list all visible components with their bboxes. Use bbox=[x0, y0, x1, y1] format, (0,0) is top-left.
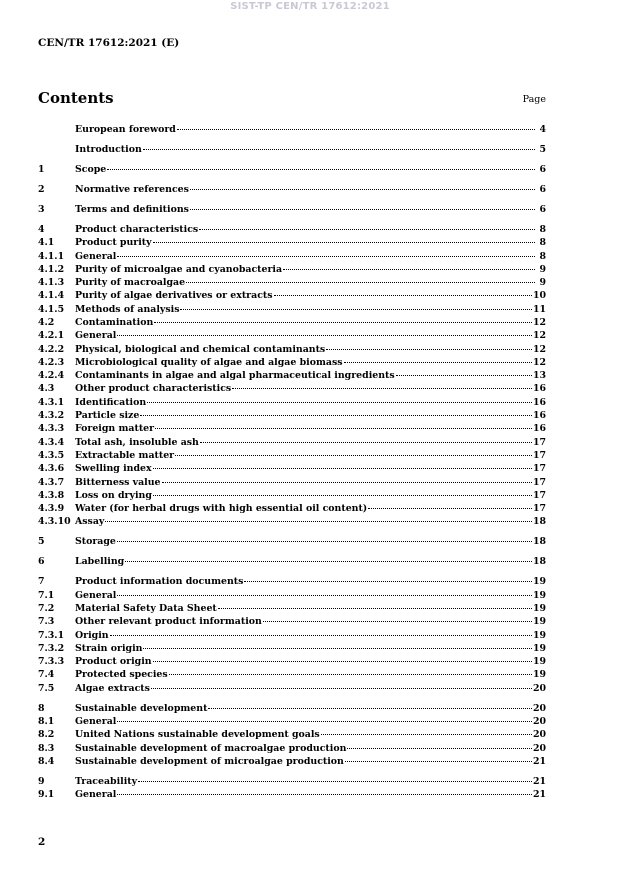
toc-entry-number: 8.4 bbox=[38, 755, 55, 767]
toc-entry-title[interactable]: General bbox=[75, 330, 117, 342]
toc-entry[interactable] bbox=[38, 264, 546, 277]
toc-entry[interactable] bbox=[38, 490, 546, 503]
toc-entry-page: 10 bbox=[532, 290, 546, 302]
toc-entry-page: 17 bbox=[532, 476, 546, 488]
toc-entry[interactable] bbox=[38, 224, 546, 237]
toc-entry[interactable] bbox=[38, 503, 546, 516]
dot-leader bbox=[147, 402, 532, 403]
toc-entry-number: 4.1.1 bbox=[38, 250, 65, 262]
page-column-label: Page bbox=[522, 94, 546, 105]
toc-entry-title[interactable]: General bbox=[75, 716, 117, 728]
toc-entry[interactable] bbox=[38, 290, 546, 303]
dot-leader bbox=[263, 621, 532, 622]
toc-entry-page: 19 bbox=[532, 669, 546, 681]
toc-entry[interactable] bbox=[38, 669, 546, 682]
toc-entry-page: 19 bbox=[532, 616, 546, 628]
toc-entry[interactable] bbox=[38, 716, 546, 729]
toc-entry-title[interactable]: Water (for herbal drugs with high essential oil content) bbox=[75, 503, 368, 515]
toc-entry-title[interactable]: Terms and definitions bbox=[75, 203, 189, 215]
toc-entry-title[interactable]: Other product characteristics bbox=[75, 383, 232, 395]
toc-entry-page: 17 bbox=[532, 489, 546, 501]
toc-entry-number: 8.1 bbox=[38, 716, 55, 728]
toc-entry-page: 17 bbox=[532, 503, 546, 515]
toc-entry-title[interactable]: Product information documents bbox=[75, 576, 244, 588]
toc-entry-page: 16 bbox=[532, 410, 546, 422]
toc-entry-title[interactable]: Contaminants in algae and algal pharmaceutical ingredients bbox=[75, 370, 395, 382]
toc-entry-page: 6 bbox=[539, 163, 546, 175]
toc-entry-title[interactable]: Loss on drying bbox=[75, 489, 152, 501]
dot-leader bbox=[162, 482, 532, 483]
toc-entry-page: 18 bbox=[532, 516, 546, 528]
toc-entry-title[interactable]: Sustainable development of microalgae production bbox=[75, 755, 344, 767]
toc-entry-number: 4.3.1 bbox=[38, 396, 65, 408]
toc-entry-page: 12 bbox=[532, 343, 546, 355]
toc-entry-page: 18 bbox=[532, 536, 546, 548]
toc-entry-number: 4.3.7 bbox=[38, 476, 65, 488]
toc-entry-page: 12 bbox=[532, 317, 546, 328]
toc-entry-page: 21 bbox=[532, 775, 546, 787]
toc-entry[interactable] bbox=[38, 576, 546, 589]
toc-entry-page: 16 bbox=[532, 396, 546, 408]
toc-entry[interactable] bbox=[38, 397, 546, 410]
dot-leader bbox=[153, 242, 535, 243]
toc-entry-title[interactable]: Sustainable development bbox=[75, 702, 208, 714]
toc-entry[interactable] bbox=[38, 776, 546, 789]
toc-entry-page: 20 bbox=[532, 716, 546, 728]
toc-entry[interactable] bbox=[38, 237, 546, 250]
toc-entry-number: 9.1 bbox=[38, 789, 55, 801]
toc-entry[interactable] bbox=[38, 477, 546, 490]
toc-entry-number: 4.3.2 bbox=[38, 410, 65, 422]
dot-leader bbox=[107, 169, 535, 170]
toc-entry-title[interactable]: Microbiological quality of algae and algae biomass bbox=[75, 356, 343, 368]
dot-leader bbox=[283, 269, 535, 270]
toc-entry-number: 6 bbox=[38, 556, 45, 568]
toc-entry[interactable] bbox=[38, 124, 546, 137]
toc-entry-number: 4.1 bbox=[38, 237, 55, 249]
page-number: 2 bbox=[38, 836, 46, 848]
toc-entry[interactable] bbox=[38, 317, 546, 330]
toc-entry-page: 18 bbox=[532, 556, 546, 568]
toc-entry-title[interactable]: Sustainable development of macroalgae production bbox=[75, 742, 347, 754]
toc-entry-number: 7 bbox=[38, 576, 45, 588]
dot-leader bbox=[274, 295, 532, 296]
toc-entry-page: 16 bbox=[532, 423, 546, 435]
dot-leader bbox=[200, 442, 532, 443]
toc-entry-title[interactable]: General bbox=[75, 589, 117, 601]
dot-leader bbox=[143, 149, 535, 150]
toc-entry[interactable] bbox=[38, 184, 546, 197]
toc-entry-number: 4.2.3 bbox=[38, 356, 65, 368]
toc-entry-title[interactable]: Storage bbox=[75, 536, 116, 548]
toc-entry-number: 7.5 bbox=[38, 682, 55, 694]
toc-entry[interactable] bbox=[38, 603, 546, 616]
toc-entry-title[interactable]: Protected species bbox=[75, 669, 168, 681]
toc-entry[interactable] bbox=[38, 463, 546, 476]
toc-entry-number: 7.1 bbox=[38, 589, 55, 601]
dot-leader bbox=[153, 468, 532, 469]
dot-leader bbox=[186, 282, 535, 283]
toc-entry-page: 16 bbox=[532, 383, 546, 395]
toc-entry-page: 12 bbox=[532, 356, 546, 368]
toc-entry[interactable] bbox=[38, 643, 546, 656]
toc-entry-number: 4 bbox=[38, 223, 45, 235]
table-of-contents bbox=[38, 124, 546, 803]
dot-leader bbox=[347, 748, 532, 749]
toc-entry-number: 7.3.3 bbox=[38, 656, 65, 668]
toc-entry-title[interactable]: Purity of microalgae and cyanobacteria bbox=[75, 263, 283, 275]
toc-entry[interactable] bbox=[38, 423, 546, 436]
toc-entry-page: 13 bbox=[532, 370, 546, 382]
dot-leader bbox=[180, 309, 531, 310]
toc-entry-number: 4.3.8 bbox=[38, 489, 65, 501]
toc-entry[interactable] bbox=[38, 630, 546, 643]
dot-leader bbox=[117, 794, 532, 795]
toc-entry-number: 7.2 bbox=[38, 603, 55, 614]
toc-entry-number: 7.3.1 bbox=[38, 629, 65, 641]
toc-entry[interactable] bbox=[38, 164, 546, 177]
toc-entry-page: 20 bbox=[532, 742, 546, 754]
dot-leader bbox=[153, 495, 532, 496]
dot-leader bbox=[190, 209, 535, 210]
toc-entry-title[interactable]: Scope bbox=[75, 163, 107, 175]
toc-entry-title[interactable]: General bbox=[75, 789, 117, 801]
toc-entry-title[interactable]: Product characteristics bbox=[75, 223, 199, 235]
toc-entry-title[interactable]: Foreign matter bbox=[75, 423, 155, 435]
toc-entry-page: 20 bbox=[532, 729, 546, 741]
dot-leader bbox=[199, 229, 535, 230]
toc-entry-number: 4.1.2 bbox=[38, 263, 65, 275]
toc-entry-title[interactable]: Purity of algae derivatives or extracts bbox=[75, 290, 273, 302]
toc-entry-page: 19 bbox=[532, 629, 546, 641]
toc-entry[interactable] bbox=[38, 204, 546, 217]
dot-leader bbox=[232, 388, 532, 389]
toc-entry-number: 1 bbox=[38, 163, 45, 175]
toc-entry-page: 8 bbox=[539, 237, 546, 249]
toc-entry[interactable] bbox=[38, 616, 546, 629]
toc-entry-number: 2 bbox=[38, 183, 45, 195]
toc-entry[interactable] bbox=[38, 410, 546, 423]
toc-entry[interactable] bbox=[38, 437, 546, 450]
dot-leader bbox=[175, 455, 532, 456]
toc-entry-number: 4.2.2 bbox=[38, 343, 65, 355]
toc-entry-number: 4.3.4 bbox=[38, 436, 65, 448]
dot-leader bbox=[117, 721, 532, 722]
toc-entry-number: 7.3 bbox=[38, 616, 55, 628]
toc-entry-title[interactable]: Origin bbox=[75, 629, 109, 641]
toc-entry-page: 21 bbox=[532, 789, 546, 801]
toc-entry-page: 19 bbox=[532, 656, 546, 668]
toc-entry-title[interactable]: Traceability bbox=[75, 775, 138, 787]
toc-entry-page: 4 bbox=[539, 124, 546, 135]
dot-leader bbox=[155, 428, 532, 429]
dot-leader bbox=[326, 349, 532, 350]
dot-leader bbox=[117, 256, 535, 257]
toc-entry-title[interactable]: Particle size bbox=[75, 410, 140, 422]
toc-entry-title[interactable]: Swelling index bbox=[75, 463, 152, 475]
toc-entry-number: 7.3.2 bbox=[38, 642, 65, 654]
toc-entry-title[interactable]: Assay bbox=[75, 516, 105, 528]
toc-entry[interactable] bbox=[38, 656, 546, 669]
toc-entry-page: 19 bbox=[532, 589, 546, 601]
toc-entry-title[interactable]: Product purity bbox=[75, 237, 152, 249]
watermark-text: SIST-TP CEN/TR 17612:2021 bbox=[230, 1, 390, 12]
toc-entry-title[interactable]: Methods of analysis bbox=[75, 303, 180, 315]
toc-entry-page: 5 bbox=[539, 143, 546, 155]
toc-entry[interactable] bbox=[38, 516, 546, 529]
toc-entry[interactable] bbox=[38, 590, 546, 603]
toc-entry-number: 8 bbox=[38, 702, 45, 714]
dot-leader bbox=[143, 648, 532, 649]
toc-entry-page: 19 bbox=[532, 576, 546, 588]
document-identifier: CEN/TR 17612:2021 (E) bbox=[38, 37, 180, 49]
toc-entry[interactable] bbox=[38, 703, 546, 716]
toc-entry-title[interactable]: Algae extracts bbox=[75, 682, 150, 694]
toc-entry-page: 8 bbox=[539, 250, 546, 262]
toc-entry-page: 19 bbox=[532, 603, 546, 614]
toc-entry[interactable] bbox=[38, 370, 546, 383]
toc-entry-title[interactable]: Labelling bbox=[75, 556, 125, 568]
dot-leader bbox=[151, 688, 532, 689]
dot-leader bbox=[125, 561, 532, 562]
toc-entry-number: 4.3.6 bbox=[38, 463, 65, 475]
toc-entry-page: 9 bbox=[539, 277, 546, 289]
toc-entry-number: 4.3.5 bbox=[38, 449, 65, 461]
toc-entry[interactable] bbox=[38, 304, 546, 317]
toc-entry[interactable] bbox=[38, 756, 546, 769]
toc-entry-page: 9 bbox=[539, 263, 546, 275]
dot-leader bbox=[218, 608, 532, 609]
toc-entry-number: 8.3 bbox=[38, 742, 55, 754]
dot-leader bbox=[344, 362, 532, 363]
toc-entry[interactable] bbox=[38, 383, 546, 396]
toc-entry-page: 21 bbox=[532, 755, 546, 767]
toc-entry-page: 17 bbox=[532, 463, 546, 475]
toc-entry[interactable] bbox=[38, 729, 546, 742]
toc-entry-number: 4.1.3 bbox=[38, 277, 65, 289]
toc-entry-number: 4.3.9 bbox=[38, 503, 65, 515]
toc-entry-page: 17 bbox=[532, 449, 546, 461]
dot-leader bbox=[154, 322, 532, 323]
dot-leader bbox=[169, 674, 532, 675]
toc-entry-title[interactable]: Product origin bbox=[75, 656, 152, 668]
toc-entry-page: 20 bbox=[532, 682, 546, 694]
dot-leader bbox=[117, 595, 532, 596]
toc-entry-title[interactable]: Normative references bbox=[75, 183, 189, 195]
toc-entry-number: 5 bbox=[38, 536, 45, 548]
dot-leader bbox=[190, 189, 535, 190]
dot-leader bbox=[110, 635, 532, 636]
toc-entry[interactable] bbox=[38, 536, 546, 549]
toc-entry-number: 4.1.4 bbox=[38, 290, 65, 302]
toc-entry-number: 4.3 bbox=[38, 383, 55, 395]
dot-leader bbox=[117, 541, 532, 542]
dot-leader bbox=[345, 761, 532, 762]
toc-entry-page: 17 bbox=[532, 436, 546, 448]
toc-entry-title[interactable]: United Nations sustainable development goals bbox=[75, 729, 320, 741]
toc-entry-title[interactable]: Strain origin bbox=[75, 642, 143, 654]
contents-heading: Contents bbox=[38, 89, 114, 107]
toc-entry-title[interactable]: Extractable matter bbox=[75, 449, 175, 461]
dot-leader bbox=[396, 375, 532, 376]
dot-leader bbox=[117, 335, 532, 336]
toc-entry[interactable] bbox=[38, 357, 546, 370]
toc-entry[interactable] bbox=[38, 683, 546, 696]
toc-entry-page: 6 bbox=[539, 203, 546, 215]
toc-entry-number: 4.3.10 bbox=[38, 516, 71, 528]
toc-entry-page: 12 bbox=[532, 330, 546, 342]
toc-entry-title[interactable]: Purity of macroalgae bbox=[75, 277, 186, 289]
toc-entry-page: 20 bbox=[532, 702, 546, 714]
toc-entry-number: 4.1.5 bbox=[38, 303, 65, 315]
toc-entry[interactable] bbox=[38, 450, 546, 463]
toc-entry-number: 8.2 bbox=[38, 729, 55, 741]
toc-entry-number: 9 bbox=[38, 775, 45, 787]
toc-entry-title[interactable]: General bbox=[75, 250, 117, 262]
dot-leader bbox=[208, 708, 532, 709]
toc-entry-number: 4.2 bbox=[38, 317, 55, 328]
toc-entry[interactable] bbox=[38, 251, 546, 264]
dot-leader bbox=[105, 521, 532, 522]
toc-entry-title[interactable]: Other relevant product information bbox=[75, 616, 262, 628]
toc-entry-title[interactable]: European foreword bbox=[75, 124, 176, 135]
toc-entry[interactable] bbox=[38, 330, 546, 343]
dot-leader bbox=[177, 129, 535, 130]
toc-entry[interactable] bbox=[38, 277, 546, 290]
toc-entry-page: 8 bbox=[539, 223, 546, 235]
toc-entry[interactable] bbox=[38, 556, 546, 569]
toc-entry-page: 6 bbox=[539, 183, 546, 195]
dot-leader bbox=[321, 734, 532, 735]
toc-entry[interactable] bbox=[38, 789, 546, 802]
toc-entry-title[interactable]: Introduction bbox=[75, 143, 142, 155]
toc-entry-title[interactable]: Identification bbox=[75, 396, 147, 408]
dot-leader bbox=[138, 781, 532, 782]
dot-leader bbox=[153, 661, 532, 662]
toc-entry[interactable] bbox=[38, 144, 546, 157]
toc-entry-number: 3 bbox=[38, 203, 45, 215]
toc-entry-number: 4.2.4 bbox=[38, 370, 65, 382]
toc-entry-title[interactable]: Physical, biological and chemical contaminants bbox=[75, 343, 326, 355]
toc-entry-number: 4.3.3 bbox=[38, 423, 65, 435]
toc-entry-number: 7.4 bbox=[38, 669, 55, 681]
dot-leader bbox=[244, 581, 532, 582]
toc-entry-title[interactable]: Bitterness value bbox=[75, 476, 161, 488]
dot-leader bbox=[368, 508, 532, 509]
toc-entry-title[interactable]: Material Safety Data Sheet bbox=[75, 603, 217, 614]
toc-entry-page: 11 bbox=[532, 303, 546, 315]
toc-entry-title[interactable]: Total ash, insoluble ash bbox=[75, 436, 199, 448]
dot-leader bbox=[140, 415, 532, 416]
toc-entry[interactable] bbox=[38, 743, 546, 756]
toc-entry[interactable] bbox=[38, 344, 546, 357]
toc-entry-title[interactable]: Contamination bbox=[75, 317, 154, 328]
toc-entry-page: 19 bbox=[532, 642, 546, 654]
toc-entry-number: 4.2.1 bbox=[38, 330, 65, 342]
